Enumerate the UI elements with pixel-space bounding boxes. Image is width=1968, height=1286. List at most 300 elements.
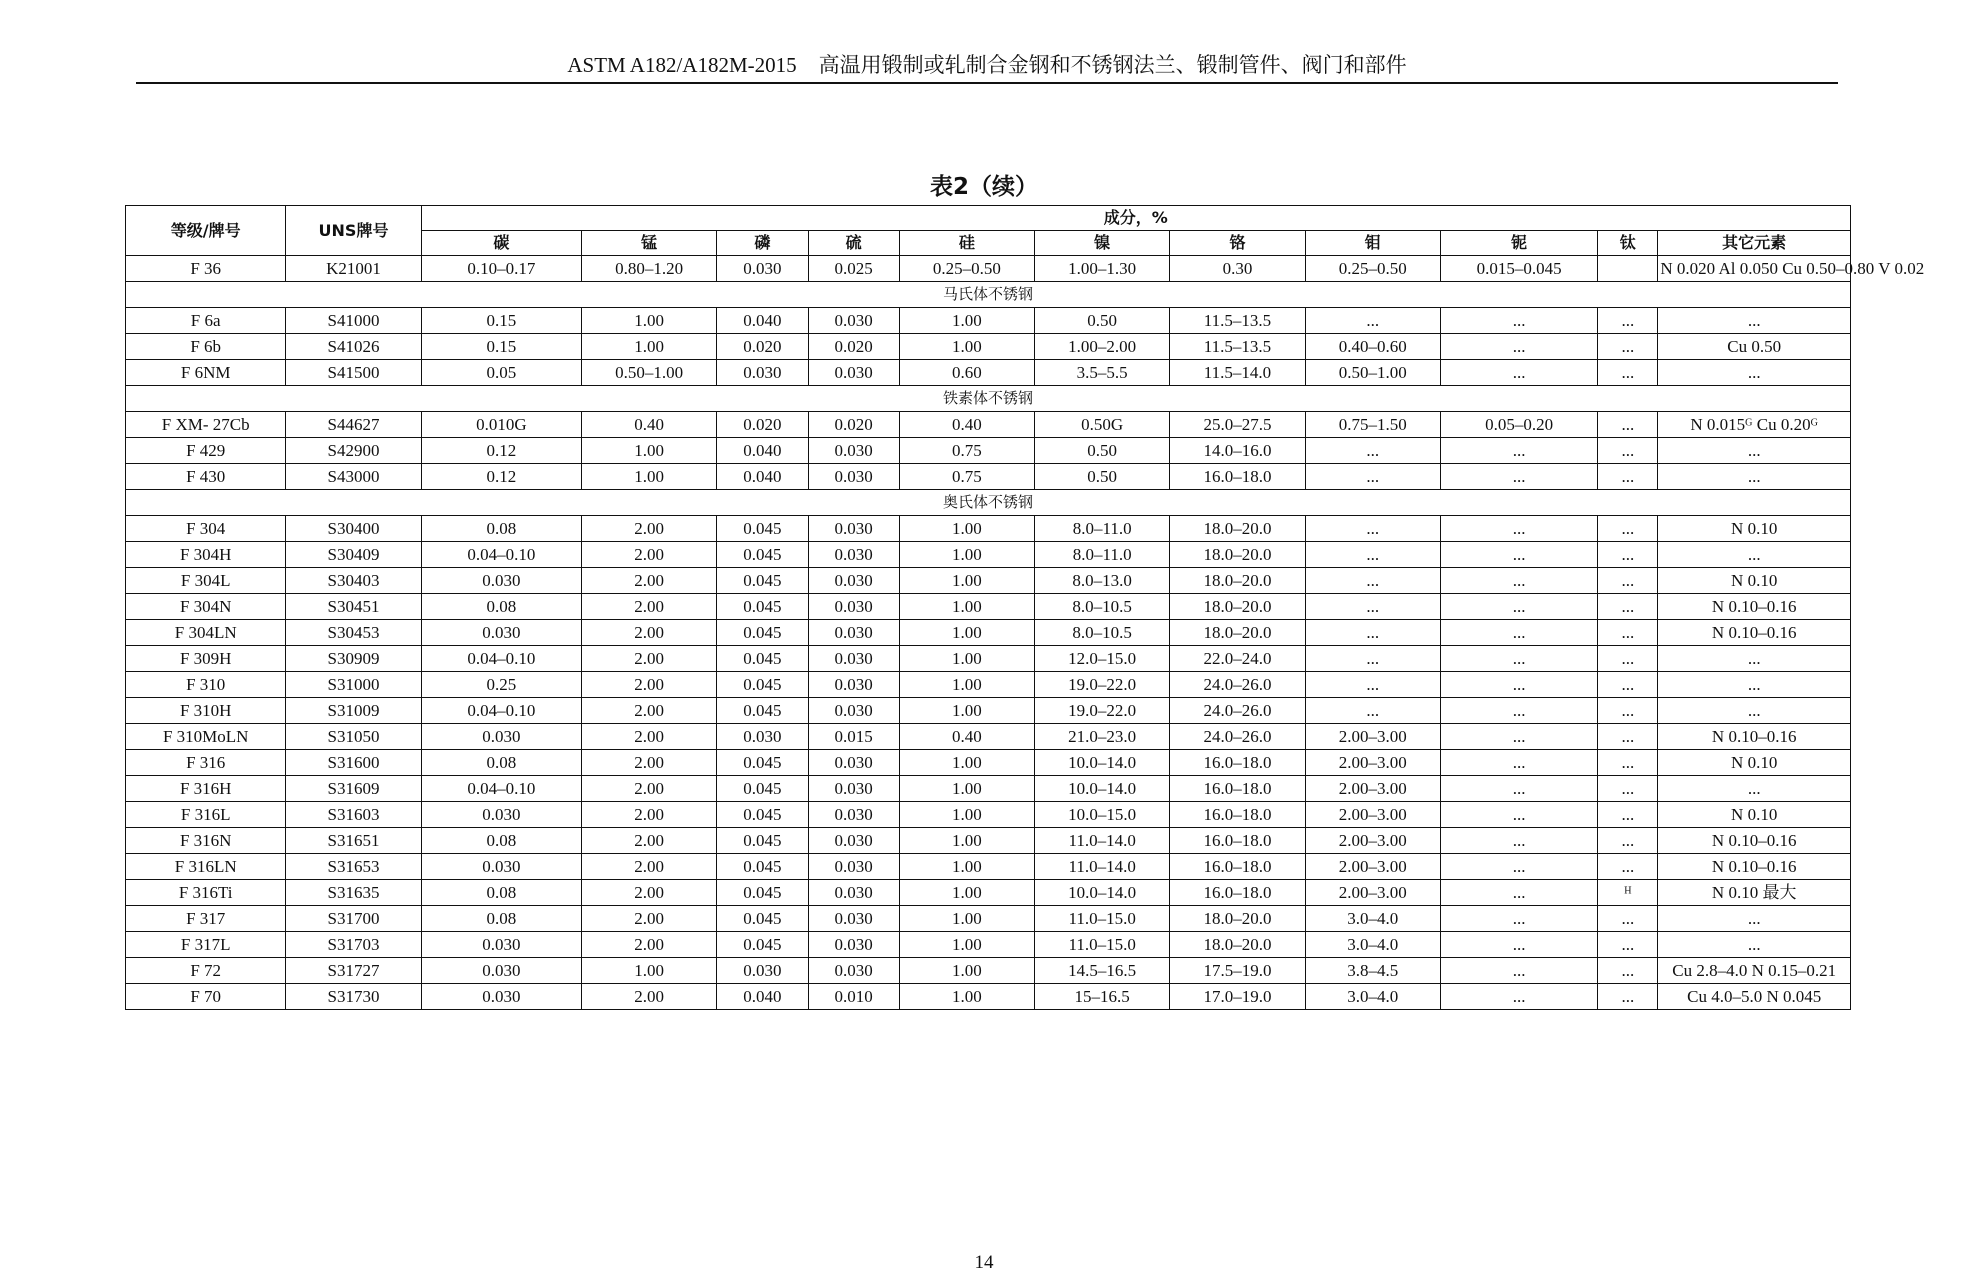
value-cell: 1.00–1.30 xyxy=(1035,256,1170,282)
value-cell: 0.75 xyxy=(899,464,1034,490)
value-cell: 0.045 xyxy=(717,880,808,906)
table-row xyxy=(126,412,1851,438)
uns-cell: S31000 xyxy=(286,672,421,698)
value-cell: 0.045 xyxy=(717,932,808,958)
value-cell: ... xyxy=(1440,542,1597,568)
table-row xyxy=(126,932,1851,958)
value-cell: ... xyxy=(1598,620,1658,646)
table-row xyxy=(126,568,1851,594)
value-cell: 0.50–1.00 xyxy=(582,360,717,386)
table-row xyxy=(126,906,1851,932)
value-cell: ... xyxy=(1305,672,1440,698)
value-cell: 11.0–14.0 xyxy=(1035,854,1170,880)
value-cell: 3.8–4.5 xyxy=(1305,958,1440,984)
value-cell: 1.00 xyxy=(899,672,1034,698)
value-cell: 2.00–3.00 xyxy=(1305,724,1440,750)
value-cell: 1.00 xyxy=(899,750,1034,776)
value-cell: 25.0–27.5 xyxy=(1170,412,1305,438)
value-cell: 0.40 xyxy=(899,412,1034,438)
value-cell: ... xyxy=(1658,672,1851,698)
header-element: 磷 xyxy=(717,231,808,256)
value-cell: 24.0–26.0 xyxy=(1170,698,1305,724)
header-element: 硫 xyxy=(808,231,899,256)
value-cell: 17.0–19.0 xyxy=(1170,984,1305,1010)
value-cell: 0.030 xyxy=(421,724,581,750)
value-cell: 1.00 xyxy=(899,906,1034,932)
table-row xyxy=(126,464,1851,490)
value-cell: 0.010G xyxy=(421,412,581,438)
value-cell: 0.04–0.10 xyxy=(421,776,581,802)
value-cell: 2.00–3.00 xyxy=(1305,854,1440,880)
value-cell: 2.00 xyxy=(582,984,717,1010)
value-cell: 10.0–14.0 xyxy=(1035,880,1170,906)
grade-cell: F 316H xyxy=(126,776,286,802)
value-cell: 0.045 xyxy=(717,568,808,594)
value-cell: 1.00 xyxy=(899,646,1034,672)
value-cell: ... xyxy=(1440,308,1597,334)
value-cell: 18.0–20.0 xyxy=(1170,542,1305,568)
value-cell: 3.5–5.5 xyxy=(1035,360,1170,386)
value-cell: ... xyxy=(1440,984,1597,1010)
header-element: 钼 xyxy=(1305,231,1440,256)
value-cell: 1.00 xyxy=(899,334,1034,360)
value-cell: ... xyxy=(1598,776,1658,802)
table-body xyxy=(126,256,1925,1010)
value-cell: N 0.10 xyxy=(1658,750,1851,776)
header-element: 钛 xyxy=(1598,231,1658,256)
uns-cell: S31730 xyxy=(286,984,421,1010)
value-cell: 22.0–24.0 xyxy=(1170,646,1305,672)
value-cell: ... xyxy=(1305,698,1440,724)
section-row xyxy=(126,282,1851,308)
value-cell: 2.00 xyxy=(582,516,717,542)
value-cell: ... xyxy=(1598,646,1658,672)
value-cell: 0.08 xyxy=(421,828,581,854)
value-cell: 0.030 xyxy=(808,308,899,334)
value-cell: 0.045 xyxy=(717,698,808,724)
value-cell: 24.0–26.0 xyxy=(1170,724,1305,750)
value-cell: 2.00 xyxy=(582,750,717,776)
table-row xyxy=(126,594,1851,620)
table-row xyxy=(126,646,1851,672)
table-row xyxy=(126,854,1851,880)
value-cell: ... xyxy=(1598,906,1658,932)
value-cell xyxy=(1598,256,1658,282)
value-cell: 0.50 xyxy=(1035,438,1170,464)
uns-cell: S31700 xyxy=(286,906,421,932)
uns-cell: S30403 xyxy=(286,568,421,594)
uns-cell: S44627 xyxy=(286,412,421,438)
uns-cell: S31609 xyxy=(286,776,421,802)
value-cell: 0.60 xyxy=(899,360,1034,386)
value-cell: ... xyxy=(1440,516,1597,542)
value-cell: 0.045 xyxy=(717,750,808,776)
value-cell: 1.00 xyxy=(899,776,1034,802)
value-cell: 0.030 xyxy=(717,360,808,386)
value-cell: 1.00 xyxy=(899,542,1034,568)
value-cell: 0.030 xyxy=(808,802,899,828)
value-cell: 0.045 xyxy=(717,672,808,698)
value-cell: 0.045 xyxy=(717,620,808,646)
value-cell: 16.0–18.0 xyxy=(1170,854,1305,880)
table-row xyxy=(126,438,1851,464)
value-cell: Cu 4.0–5.0 N 0.045 xyxy=(1658,984,1851,1010)
value-cell: ... xyxy=(1440,802,1597,828)
table-row xyxy=(126,620,1851,646)
value-cell: 2.00 xyxy=(582,828,717,854)
value-cell: 0.030 xyxy=(421,984,581,1010)
value-cell: 1.00 xyxy=(899,620,1034,646)
value-cell: ... xyxy=(1305,594,1440,620)
uns-cell: S42900 xyxy=(286,438,421,464)
value-cell: ... xyxy=(1598,724,1658,750)
table-row xyxy=(126,984,1851,1010)
value-cell: ... xyxy=(1305,646,1440,672)
value-cell: 0.030 xyxy=(808,698,899,724)
uns-cell: K21001 xyxy=(286,256,421,282)
header-element: 锰 xyxy=(582,231,717,256)
uns-cell: S31603 xyxy=(286,802,421,828)
value-cell: 0.030 xyxy=(421,568,581,594)
value-cell: 1.00 xyxy=(899,958,1034,984)
value-cell: 2.00 xyxy=(582,698,717,724)
running-header xyxy=(136,48,1838,84)
value-cell: 11.0–15.0 xyxy=(1035,906,1170,932)
table-row xyxy=(126,516,1851,542)
value-cell: 0.030 xyxy=(421,854,581,880)
value-cell: 2.00 xyxy=(582,906,717,932)
value-cell: 1.00 xyxy=(582,438,717,464)
uns-cell: S41026 xyxy=(286,334,421,360)
value-cell: 0.015–0.045 xyxy=(1440,256,1597,282)
value-cell: ... xyxy=(1598,464,1658,490)
value-cell: 11.0–15.0 xyxy=(1035,932,1170,958)
value-cell: ... xyxy=(1658,360,1851,386)
grade-cell: F 316L xyxy=(126,802,286,828)
value-cell: 0.030 xyxy=(421,620,581,646)
value-cell: 0.08 xyxy=(421,880,581,906)
value-cell: 0.15 xyxy=(421,308,581,334)
uns-cell: S31703 xyxy=(286,932,421,958)
value-cell: 0.04–0.10 xyxy=(421,542,581,568)
value-cell: 0.30 xyxy=(1170,256,1305,282)
value-cell: 0.80–1.20 xyxy=(582,256,717,282)
uns-cell: S31651 xyxy=(286,828,421,854)
value-cell: ... xyxy=(1598,854,1658,880)
value-cell: ... xyxy=(1658,438,1851,464)
value-cell: 0.030 xyxy=(808,958,899,984)
uns-cell: S41000 xyxy=(286,308,421,334)
table-row xyxy=(126,802,1851,828)
value-cell: 1.00 xyxy=(582,958,717,984)
value-cell: 0.08 xyxy=(421,906,581,932)
uns-cell: S43000 xyxy=(286,464,421,490)
value-cell: ... xyxy=(1440,932,1597,958)
table-row xyxy=(126,776,1851,802)
value-cell: 16.0–18.0 xyxy=(1170,776,1305,802)
value-cell: Cu 2.8–4.0 N 0.15–0.21 xyxy=(1658,958,1851,984)
grade-cell: F 310MoLN xyxy=(126,724,286,750)
table-row xyxy=(126,360,1851,386)
value-cell: ... xyxy=(1305,464,1440,490)
value-cell: ... xyxy=(1305,308,1440,334)
value-cell: ... xyxy=(1658,464,1851,490)
value-cell: 0.030 xyxy=(808,438,899,464)
grade-cell: F 304 xyxy=(126,516,286,542)
grade-cell: F XM- 27Cb xyxy=(126,412,286,438)
value-cell: ... xyxy=(1598,932,1658,958)
grade-cell: F 72 xyxy=(126,958,286,984)
grade-cell: F 6a xyxy=(126,308,286,334)
value-cell: ... xyxy=(1440,698,1597,724)
value-cell: ... xyxy=(1440,828,1597,854)
uns-cell: S30451 xyxy=(286,594,421,620)
value-cell: 8.0–10.5 xyxy=(1035,620,1170,646)
grade-cell: F 316LN xyxy=(126,854,286,880)
table-row xyxy=(126,828,1851,854)
value-cell: 0.020 xyxy=(717,334,808,360)
value-cell: 0.030 xyxy=(808,464,899,490)
value-cell: ... xyxy=(1440,438,1597,464)
value-cell: 1.00 xyxy=(582,334,717,360)
value-cell: ... xyxy=(1598,542,1658,568)
value-cell: ... xyxy=(1598,334,1658,360)
value-cell: N 0.10 最大 xyxy=(1658,880,1851,906)
value-cell: Cu 0.50 xyxy=(1658,334,1851,360)
section-label: 马氏体不锈钢 xyxy=(126,282,1851,308)
value-cell: 0.030 xyxy=(717,256,808,282)
value-cell: 2.00 xyxy=(582,880,717,906)
uns-cell: S31009 xyxy=(286,698,421,724)
value-cell: ... xyxy=(1598,802,1658,828)
value-cell: 2.00–3.00 xyxy=(1305,802,1440,828)
value-cell: 0.08 xyxy=(421,750,581,776)
value-cell: 16.0–18.0 xyxy=(1170,880,1305,906)
value-cell: 0.030 xyxy=(808,932,899,958)
value-cell: 10.0–14.0 xyxy=(1035,750,1170,776)
value-cell: 0.75–1.50 xyxy=(1305,412,1440,438)
value-cell: 0.020 xyxy=(717,412,808,438)
value-cell: 1.00 xyxy=(899,594,1034,620)
value-cell: 12.0–15.0 xyxy=(1035,646,1170,672)
uns-cell: S31050 xyxy=(286,724,421,750)
header-grade: 等级/牌号 xyxy=(126,206,286,256)
value-cell: 2.00 xyxy=(582,568,717,594)
uns-cell: S30909 xyxy=(286,646,421,672)
value-cell: 2.00 xyxy=(582,724,717,750)
value-cell: 0.025 xyxy=(808,256,899,282)
table-row xyxy=(126,334,1851,360)
value-cell: 0.25–0.50 xyxy=(1305,256,1440,282)
value-cell: ... xyxy=(1658,542,1851,568)
value-cell: 18.0–20.0 xyxy=(1170,620,1305,646)
value-cell: N 0.020 Al 0.050 Cu 0.50–0.80 V 0.02 xyxy=(1658,256,1851,282)
value-cell: 0.030 xyxy=(808,880,899,906)
uns-cell: S31653 xyxy=(286,854,421,880)
value-cell: ... xyxy=(1598,750,1658,776)
value-cell: 0.030 xyxy=(808,360,899,386)
value-cell: 0.40 xyxy=(899,724,1034,750)
value-cell: 0.030 xyxy=(808,854,899,880)
value-cell: 3.0–4.0 xyxy=(1305,984,1440,1010)
grade-cell: F 429 xyxy=(126,438,286,464)
value-cell: 3.0–4.0 xyxy=(1305,906,1440,932)
value-cell: 0.030 xyxy=(717,724,808,750)
table-row xyxy=(126,724,1851,750)
value-cell: 0.25–0.50 xyxy=(899,256,1034,282)
value-cell: 1.00–2.00 xyxy=(1035,334,1170,360)
value-cell: 0.030 xyxy=(808,776,899,802)
grade-cell: F 310H xyxy=(126,698,286,724)
page-number: 14 xyxy=(974,1252,994,1273)
value-cell: 1.00 xyxy=(899,698,1034,724)
value-cell: 18.0–20.0 xyxy=(1170,568,1305,594)
value-cell: 0.030 xyxy=(808,672,899,698)
value-cell: 1.00 xyxy=(899,308,1034,334)
value-cell: 0.045 xyxy=(717,542,808,568)
uns-cell: S41500 xyxy=(286,360,421,386)
value-cell: 2.00–3.00 xyxy=(1305,828,1440,854)
value-cell: ... xyxy=(1305,620,1440,646)
value-cell: ... xyxy=(1658,308,1851,334)
value-cell: 0.25 xyxy=(421,672,581,698)
value-cell: 0.030 xyxy=(808,542,899,568)
value-cell: 10.0–15.0 xyxy=(1035,802,1170,828)
value-cell: 0.045 xyxy=(717,594,808,620)
value-cell: 1.00 xyxy=(899,932,1034,958)
value-cell: ... xyxy=(1598,360,1658,386)
value-cell: 11.0–14.0 xyxy=(1035,828,1170,854)
value-cell: N 0.10 xyxy=(1658,802,1851,828)
value-cell: 17.5–19.0 xyxy=(1170,958,1305,984)
table-row xyxy=(126,880,1851,906)
header-composition: 成分，% xyxy=(421,206,1850,231)
header-element: 碳 xyxy=(421,231,581,256)
header-element: 铬 xyxy=(1170,231,1305,256)
value-cell: N 0.10–0.16 xyxy=(1658,724,1851,750)
grade-cell: F 309H xyxy=(126,646,286,672)
value-cell: ... xyxy=(1440,620,1597,646)
grade-cell: F 317L xyxy=(126,932,286,958)
value-cell: N 0.10–0.16 xyxy=(1658,594,1851,620)
value-cell: 0.030 xyxy=(717,958,808,984)
value-cell: 0.045 xyxy=(717,646,808,672)
value-cell: N 0.015ᴳ Cu 0.20ᴳ xyxy=(1658,412,1851,438)
value-cell: ... xyxy=(1598,958,1658,984)
value-cell: 0.045 xyxy=(717,516,808,542)
value-cell: ... xyxy=(1305,542,1440,568)
header-element: 铌 xyxy=(1440,231,1597,256)
value-cell: 0.045 xyxy=(717,828,808,854)
value-cell: 0.040 xyxy=(717,984,808,1010)
value-cell: 2.00–3.00 xyxy=(1305,750,1440,776)
uns-cell: S31635 xyxy=(286,880,421,906)
table-title: 表2（续） xyxy=(929,174,1038,200)
value-cell: 18.0–20.0 xyxy=(1170,594,1305,620)
value-cell: ... xyxy=(1440,568,1597,594)
standard-number: ASTM A182/A182M-2015 xyxy=(567,53,797,77)
value-cell: 1.00 xyxy=(899,516,1034,542)
grade-cell: F 310 xyxy=(126,672,286,698)
uns-cell: S30400 xyxy=(286,516,421,542)
table-row xyxy=(126,672,1851,698)
value-cell: ... xyxy=(1440,958,1597,984)
value-cell: ... xyxy=(1440,854,1597,880)
value-cell: 11.5–14.0 xyxy=(1170,360,1305,386)
value-cell: 0.020 xyxy=(808,334,899,360)
value-cell: N 0.10 xyxy=(1658,568,1851,594)
grade-cell: F 304L xyxy=(126,568,286,594)
value-cell: 0.030 xyxy=(808,568,899,594)
value-cell: 1.00 xyxy=(899,828,1034,854)
value-cell: 1.00 xyxy=(899,880,1034,906)
value-cell: 0.04–0.10 xyxy=(421,698,581,724)
value-cell: 19.0–22.0 xyxy=(1035,698,1170,724)
value-cell: 0.08 xyxy=(421,516,581,542)
uns-cell: S30409 xyxy=(286,542,421,568)
value-cell: 16.0–18.0 xyxy=(1170,802,1305,828)
value-cell: 0.010 xyxy=(808,984,899,1010)
value-cell: ... xyxy=(1440,672,1597,698)
value-cell: 2.00 xyxy=(582,776,717,802)
grade-cell: F 70 xyxy=(126,984,286,1010)
value-cell: 0.030 xyxy=(421,958,581,984)
value-cell: ... xyxy=(1658,776,1851,802)
value-cell: 19.0–22.0 xyxy=(1035,672,1170,698)
value-cell: ... xyxy=(1440,724,1597,750)
section-label: 铁素体不锈钢 xyxy=(126,386,1851,412)
grade-cell: F 430 xyxy=(126,464,286,490)
table-row xyxy=(126,958,1851,984)
value-cell: 0.045 xyxy=(717,802,808,828)
header-element: 镍 xyxy=(1035,231,1170,256)
value-cell: 18.0–20.0 xyxy=(1170,906,1305,932)
value-cell: 18.0–20.0 xyxy=(1170,516,1305,542)
value-cell: 0.030 xyxy=(808,594,899,620)
value-cell: 0.12 xyxy=(421,464,581,490)
value-cell: 1.00 xyxy=(582,308,717,334)
value-cell: ... xyxy=(1598,698,1658,724)
value-cell: 15–16.5 xyxy=(1035,984,1170,1010)
value-cell: 21.0–23.0 xyxy=(1035,724,1170,750)
grade-cell: F 317 xyxy=(126,906,286,932)
value-cell: 2.00 xyxy=(582,932,717,958)
value-cell: 0.40–0.60 xyxy=(1305,334,1440,360)
value-cell: 0.50G xyxy=(1035,412,1170,438)
value-cell: 2.00 xyxy=(582,672,717,698)
value-cell: 0.030 xyxy=(808,516,899,542)
value-cell: 14.5–16.5 xyxy=(1035,958,1170,984)
value-cell: N 0.10–0.16 xyxy=(1658,620,1851,646)
header-element: 硅 xyxy=(899,231,1034,256)
value-cell: 0.040 xyxy=(717,438,808,464)
value-cell: ... xyxy=(1598,984,1658,1010)
value-cell: ... xyxy=(1598,516,1658,542)
value-cell: 0.030 xyxy=(808,828,899,854)
value-cell: ... xyxy=(1440,750,1597,776)
value-cell: 0.040 xyxy=(717,464,808,490)
value-cell: ... xyxy=(1440,594,1597,620)
table-row xyxy=(126,308,1851,334)
value-cell: 1.00 xyxy=(899,568,1034,594)
header-element: 其它元素 xyxy=(1658,231,1851,256)
value-cell: N 0.10 xyxy=(1658,516,1851,542)
value-cell: 2.00 xyxy=(582,854,717,880)
value-cell: 8.0–10.5 xyxy=(1035,594,1170,620)
value-cell: 0.030 xyxy=(421,932,581,958)
value-cell: ... xyxy=(1598,308,1658,334)
value-cell: 2.00 xyxy=(582,620,717,646)
